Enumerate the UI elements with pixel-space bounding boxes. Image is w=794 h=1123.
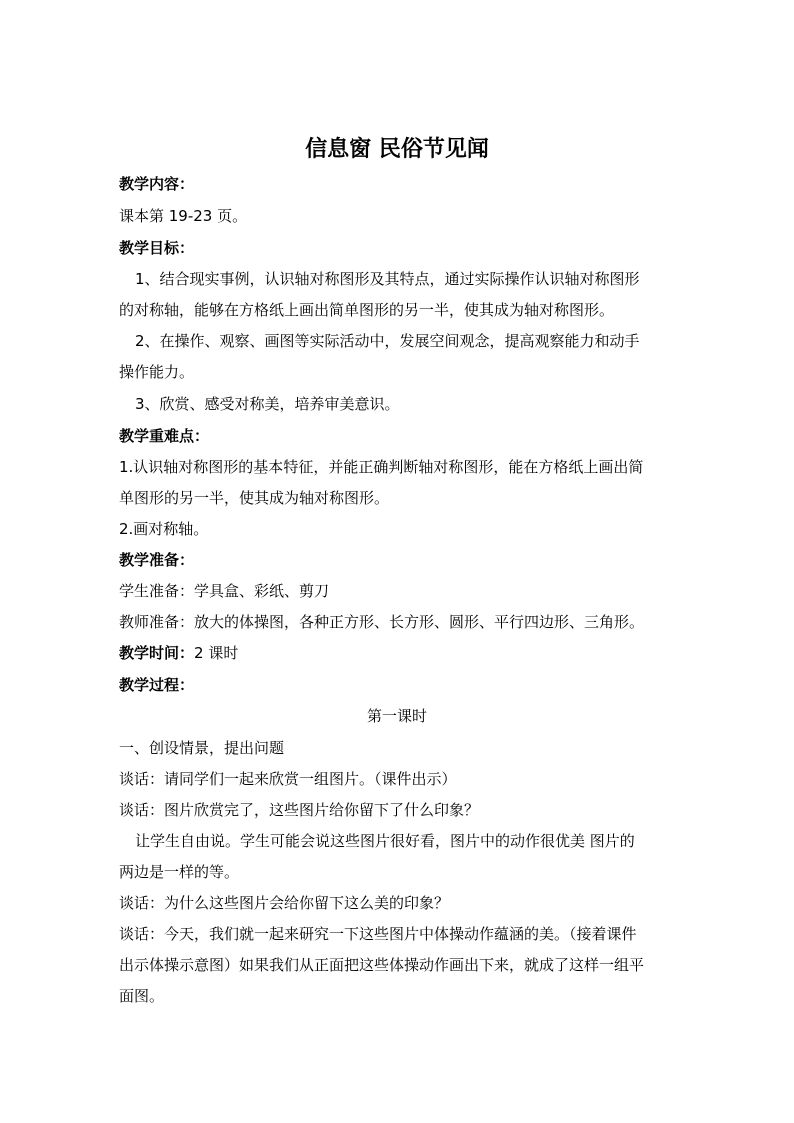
section-title-first-lesson: 第一课时	[366, 707, 427, 725]
text-line: 的对称轴，能够在方格纸上画出简单图形的另一半，使其成为轴对称图形。	[119, 301, 615, 319]
text-line: 两边是一样的等。	[119, 863, 240, 881]
text-line: 1.认识轴对称图形的基本特征，并能正确判断轴对称图形，能在方格纸上画出简	[119, 458, 644, 476]
heading-key-difficulties: 教学重难点：	[119, 427, 210, 445]
heading-teaching-process: 教学过程：	[119, 676, 195, 694]
text-line: 单图形的另一半，使其成为轴对称图形。	[119, 489, 390, 507]
text-line: 2.画对称轴。	[119, 520, 209, 538]
text-line: 课本第 19-23 页。	[119, 207, 248, 225]
text-line: 谈话：今天，我们就一起来研究一下这些图片中体操动作蕴涵的美。（接着课件	[119, 925, 637, 943]
text-line: 2、在操作、观察、画图等实际活动中，发展空间观念，提高观察能力和动手	[135, 332, 640, 350]
text-line: 谈话：为什么这些图片会给你留下这么美的印象？	[119, 894, 450, 912]
text-line: 学生准备：学具盒、彩纸、剪刀	[119, 582, 330, 600]
text-line: 1、结合现实事例，认识轴对称图形及其特点，通过实际操作认识轴对称图形	[135, 270, 640, 288]
heading-preparation: 教学准备：	[119, 551, 195, 569]
text-line: 一、创设情景，提出问题	[119, 739, 285, 757]
text-line: 面图。	[119, 987, 165, 1005]
text-line: 教师准备：放大的体操图，各种正方形、长方形、圆形、平行四边形、三角形。	[119, 613, 645, 631]
text-line: 出示体操示意图）如果我们从正面把这些体操动作画出下来，就成了这样一组平	[119, 956, 645, 974]
text-line: 3、欣赏、感受对称美，培养审美意识。	[135, 395, 400, 413]
document-title: 信息窗 民俗节见闻	[305, 137, 489, 162]
text-line: 操作能力。	[119, 363, 195, 381]
teaching-time	[119, 642, 679, 664]
text-line: 谈话：请同学们一起来欣赏一组图片。（课件出示）	[119, 770, 457, 788]
heading-teaching-goals: 教学目标：	[119, 239, 195, 257]
heading-teaching-time: 教学时间：	[119, 644, 195, 662]
text-line: 让学生自由说。学生可能会说这些图片很好看，图片中的动作很优美 图片的	[135, 832, 635, 850]
text-line: 谈话：图片欣赏完了，这些图片给你留下了什么印象？	[119, 801, 480, 819]
teaching-time-value: 2 课时	[194, 644, 239, 662]
heading-teaching-content: 教学内容：	[119, 175, 195, 193]
